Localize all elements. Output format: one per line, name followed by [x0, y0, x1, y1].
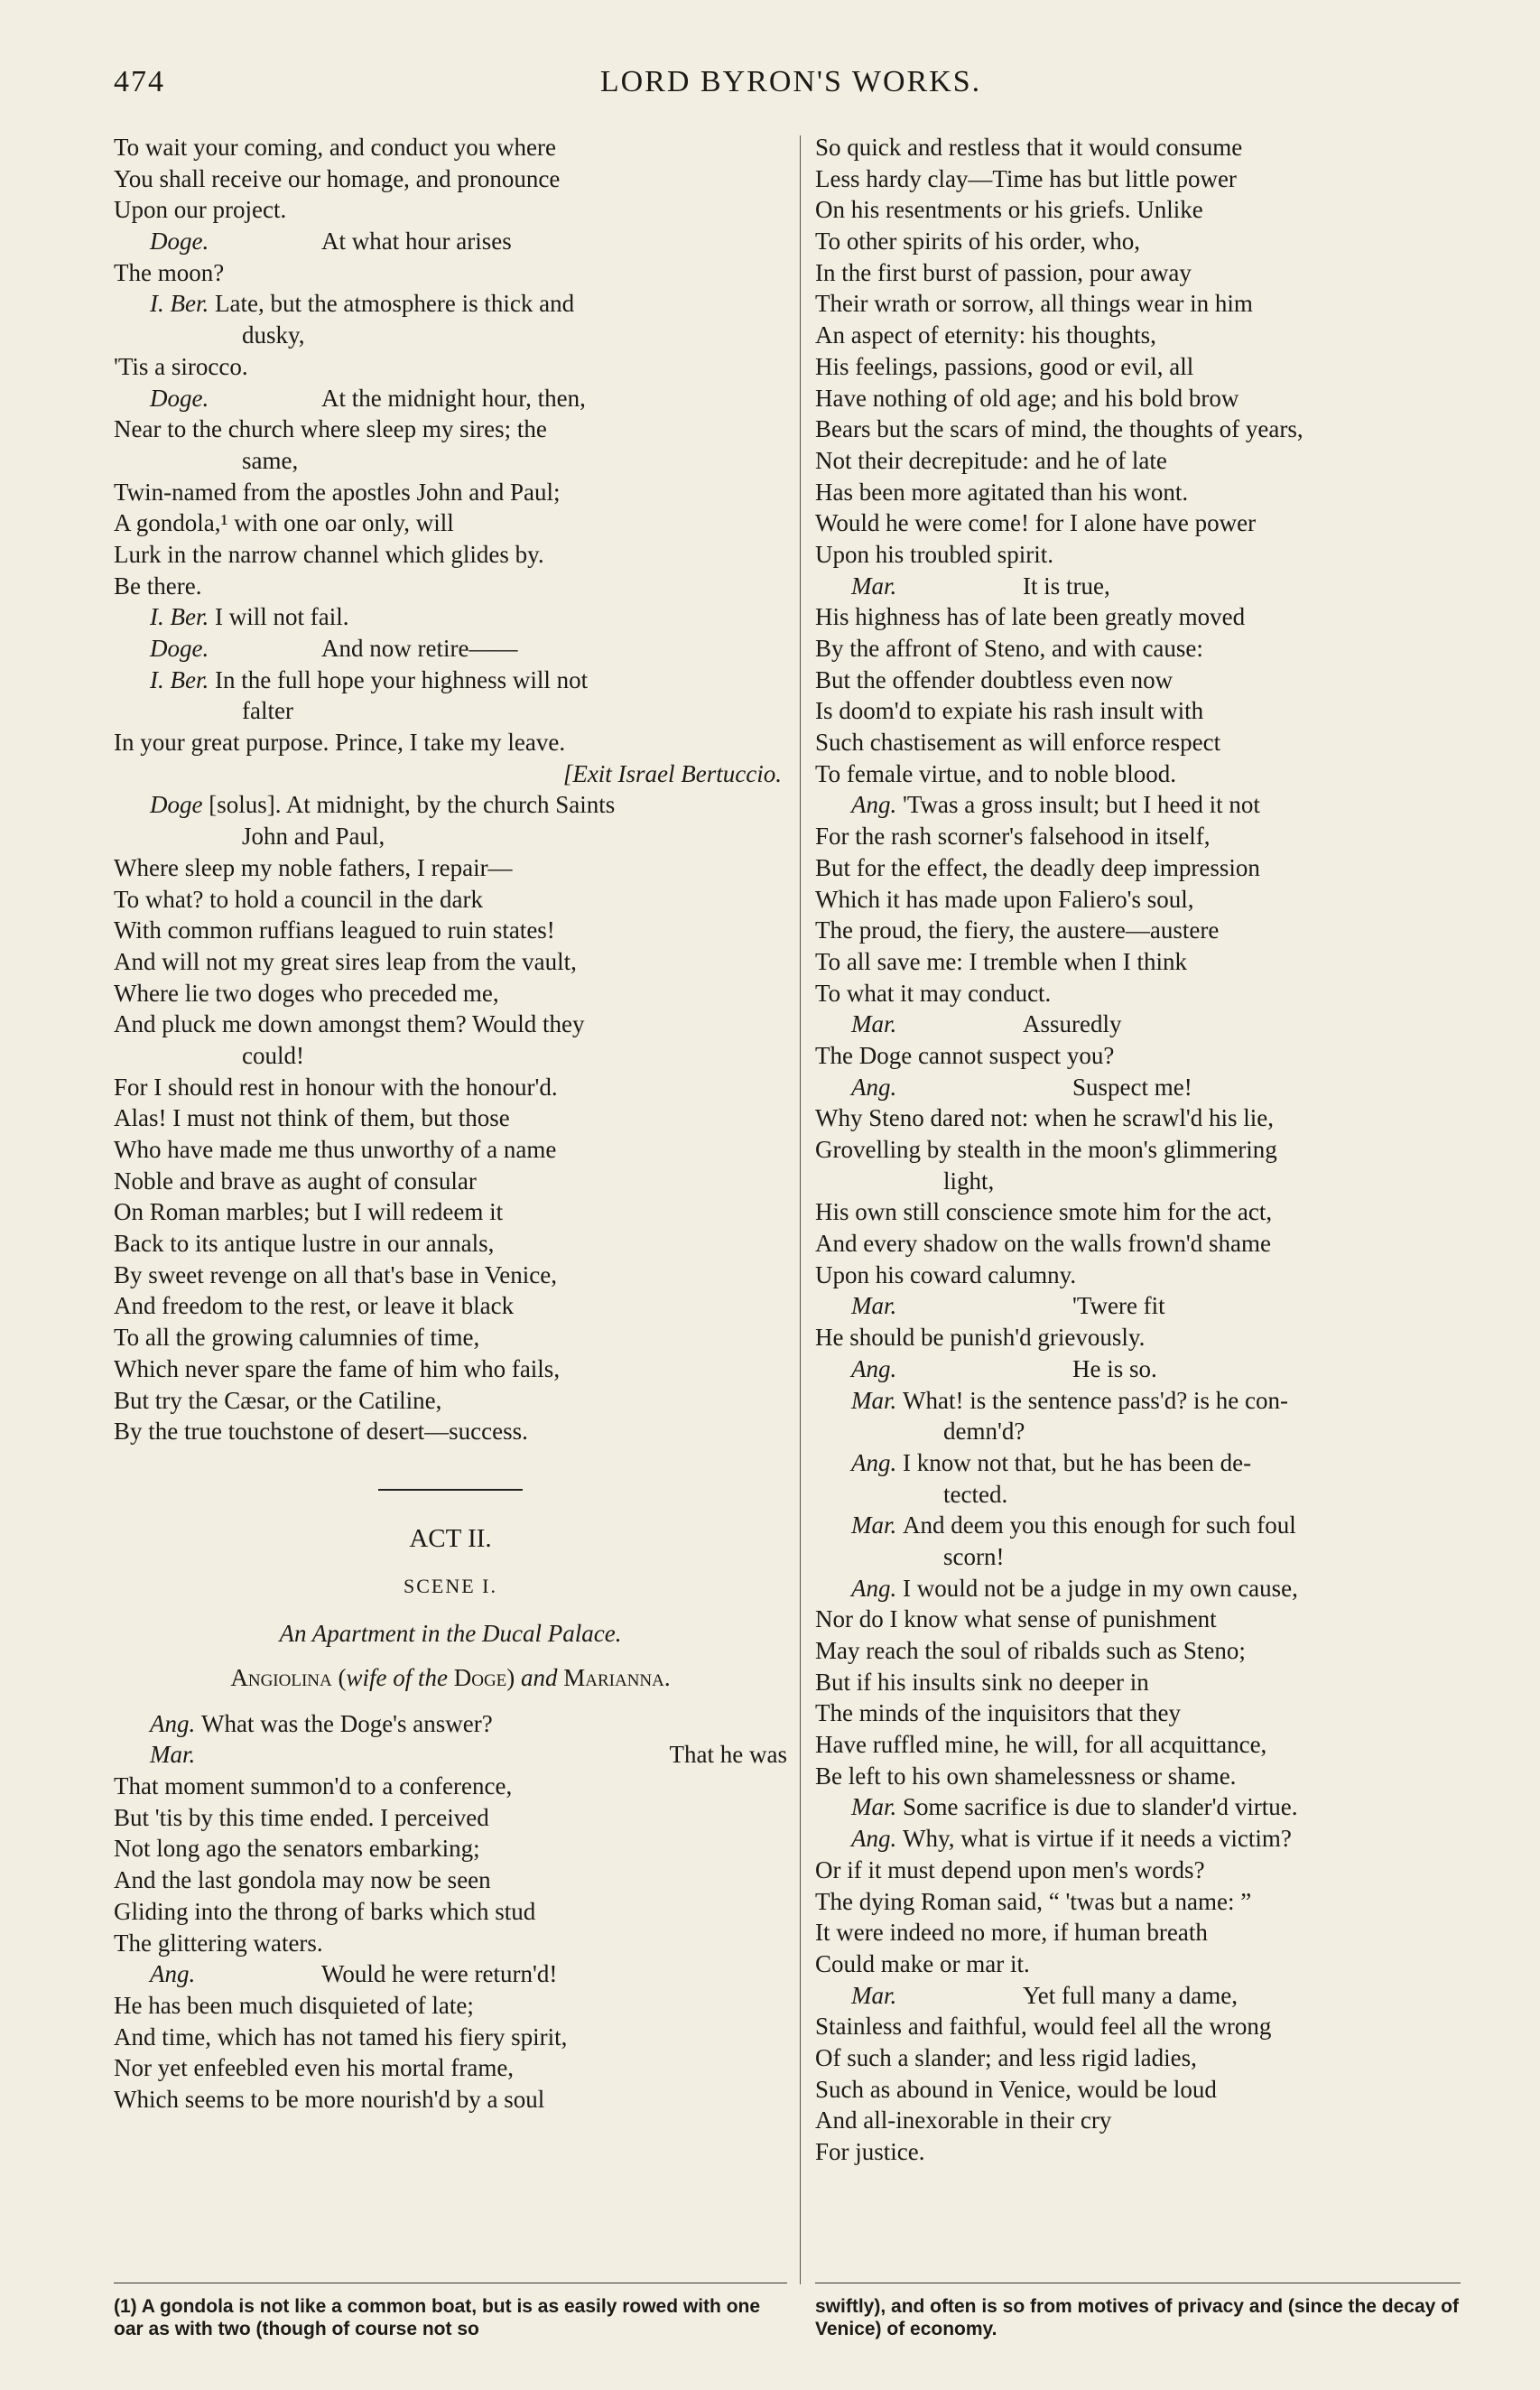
speaker-name: Ang.: [851, 791, 903, 819]
running-title: LORD BYRON'S WORKS.: [599, 65, 982, 98]
verse-line: An aspect of eternity: his thoughts,: [815, 321, 1156, 349]
verse-line: To wait your coming, and conduct you where: [114, 134, 556, 161]
speaker-name: Mar.: [851, 1511, 904, 1539]
footnote-left: (1) A gondola is not like a common boat, but is as easily rowed with one oar as with two (though of course not so: [114, 2296, 761, 2339]
left-column-verse-a: [114, 132, 787, 1447]
verse-line: Which it has made upon Faliero's soul,: [815, 885, 1194, 913]
verse-line: Upon his troubled spirit.: [815, 540, 1053, 568]
verse-line: Not their decrepitude: and he of late: [815, 446, 1167, 474]
footnote-right: swiftly), and often is so from motives of privacy and (since the decay of Venice) of economy.: [815, 2296, 1459, 2339]
verse-line: And pluck me down amongst them? Would they: [114, 1010, 585, 1038]
speaker-name: Ang.: [851, 1448, 903, 1476]
stage-direction: [Exit Israel Bertuccio.: [562, 759, 782, 787]
verse-line: His feelings, passions, good or evil, all: [815, 352, 1194, 380]
speaker-name: Mar.: [851, 1386, 904, 1414]
verse-line: In your great purpose. Prince, I take my leave.: [114, 729, 566, 757]
speech-text: He is so.: [1072, 1354, 1157, 1382]
speaker-name: Doge.: [150, 228, 209, 256]
speaker-name: Mar.: [851, 1292, 897, 1320]
speaker-name: I. Ber.: [150, 665, 215, 693]
verse-line: That moment summon'd to a conference,: [114, 1772, 513, 1800]
character-angiolina: Angiolina: [230, 1663, 332, 1691]
verse-line: Bears but the scars of mind, the thoughts of years,: [815, 415, 1303, 443]
speech-text: 'Twas a gross insult; but I heed it not: [903, 791, 1260, 819]
verse-line: Less hardy clay—Time has but little power: [815, 164, 1237, 192]
verse-line: demn'd?: [943, 1418, 1025, 1446]
verse-line: On Roman marbles; but I will redeem it: [114, 1198, 504, 1226]
verse-line: To what it may conduct.: [815, 979, 1052, 1007]
verse-line: [114, 633, 787, 665]
verse-line: [114, 226, 787, 257]
verse-line: The dying Roman said, “ 'twas but a name: ”: [815, 1887, 1252, 1915]
speaker-name: Doge.: [150, 384, 209, 412]
speaker-name: Ang.: [851, 1574, 903, 1602]
speaker-name: Mar.: [851, 1981, 897, 2009]
verse-line: [815, 1980, 1461, 2012]
speech-text: I would not be a judge in my own cause,: [903, 1574, 1298, 1602]
speech-text: Suspect me!: [1072, 1073, 1192, 1101]
verse-line: And time, which has not tamed his fiery spirit,: [114, 2023, 568, 2051]
speech-text: Assuredly: [1023, 1010, 1122, 1038]
speaker-name: Mar.: [150, 1741, 196, 1769]
verse-line: Is doom'd to expiate his rash insult with: [815, 697, 1204, 725]
verse-line: The Doge cannot suspect you?: [815, 1041, 1115, 1069]
verse-line: But 'tis by this time ended. I perceived: [114, 1803, 489, 1831]
speaker-name: I. Ber.: [150, 290, 215, 318]
scene-characters: Angiolina (wife of the Doge) and Marianna.: [230, 1663, 671, 1691]
verse-line: By sweet revenge on all that's base in Venice,: [114, 1260, 557, 1288]
speaker-name: Ang.: [150, 1709, 201, 1737]
verse-line: Of such a slander; and less rigid ladies,: [815, 2043, 1197, 2071]
verse-line: Gliding into the throng of barks which stud: [114, 1897, 536, 1925]
verse-line: But for the effect, the deadly deep impression: [815, 853, 1260, 881]
verse-line: dusky,: [242, 321, 305, 349]
verse-line: His highness has of late been greatly moved: [815, 603, 1246, 631]
verse-line: To other spirits of his order, who,: [815, 228, 1140, 256]
verse-line: 'Tis a sirocco.: [114, 352, 248, 380]
verse-line: [114, 1739, 787, 1771]
speech-text: And deem you this enough for such foul: [903, 1511, 1296, 1539]
speaker-name: Ang.: [851, 1073, 897, 1101]
verse-line: But try the Cæsar, or the Catiline,: [114, 1386, 442, 1414]
verse-line: [114, 1708, 787, 1740]
verse-line: Not long ago the senators embarking;: [114, 1835, 480, 1863]
speech-text: That he was: [669, 1741, 787, 1769]
scene-setting: An Apartment in the Ducal Palace.: [279, 1620, 622, 1648]
verse-line: John and Paul,: [242, 823, 385, 851]
verse-line: To all the growing calumnies of time,: [114, 1324, 480, 1352]
verse-line: Such as abound in Venice, would be loud: [815, 2075, 1217, 2103]
verse-line: To what? to hold a council in the dark: [114, 885, 483, 913]
right-column-verse: [815, 132, 1461, 2168]
speaker-name: Ang.: [851, 1825, 903, 1853]
speaker-name: Mar.: [851, 572, 897, 600]
verse-line: So quick and restless that it would consume: [815, 134, 1243, 161]
verse-line: falter: [242, 697, 293, 725]
speech-text: [solus]. At midnight, by the church Saints: [209, 791, 616, 819]
verse-line: To all save me: I tremble when I think: [815, 947, 1187, 975]
verse-line: To female virtue, and to noble blood.: [815, 759, 1177, 787]
verse-line: Nor do I know what sense of punishment: [815, 1605, 1217, 1633]
character-marianna: Marianna.: [563, 1663, 671, 1691]
verse-line: And will not my great sires leap from the vault,: [114, 947, 577, 975]
verse-line: His own still conscience smote him for the act,: [815, 1198, 1273, 1226]
verse-line: And the last gondola may now be seen: [114, 1866, 491, 1894]
verse-line: The moon?: [114, 258, 225, 286]
verse-line: [114, 665, 787, 696]
verse-line: [114, 1958, 787, 1990]
verse-line: [815, 1510, 1461, 1541]
verse-line: same,: [242, 446, 299, 474]
verse-line: [815, 1823, 1461, 1855]
verse-line: Lurk in the narrow channel which glides by.: [114, 540, 544, 568]
character-note: wife of the: [346, 1663, 448, 1691]
speaker-name: Mar.: [851, 1010, 897, 1038]
verse-line: But if his insults sink no deeper in: [815, 1668, 1149, 1696]
speaker-name: Doge.: [150, 635, 209, 662]
verse-line: Why Steno dared not: when he scrawl'd his lie,: [815, 1104, 1274, 1132]
verse-line: And every shadow on the walls frown'd shame: [815, 1230, 1271, 1258]
verse-line: Near to the church where sleep my sires; the: [114, 415, 547, 443]
character-doge: Doge: [453, 1663, 507, 1691]
left-column-verse-b: [114, 1708, 787, 2116]
column-separator: [800, 135, 801, 2284]
speaker-name: Ang.: [150, 1960, 196, 1988]
verse-line: It were indeed no more, if human breath: [815, 1919, 1208, 1947]
verse-line: Be left to his own shamelessness or shame.: [815, 1762, 1237, 1790]
right-column: [815, 132, 1461, 2168]
speech-text: Late, but the atmosphere is thick and: [214, 290, 575, 318]
speech-text: I know not that, but he has been de-: [903, 1448, 1252, 1476]
verse-line: [815, 1009, 1461, 1040]
verse-line: A gondola,¹ with one oar only, will: [114, 509, 454, 537]
verse-line: But the offender doubtless even now: [815, 665, 1174, 693]
verse-line: tected.: [943, 1480, 1008, 1508]
verse-line: And all-inexorable in their cry: [815, 2106, 1112, 2134]
verse-line: He should be punish'd grievously.: [815, 1324, 1146, 1352]
verse-line: Have ruffled mine, he will, for all acquittance,: [815, 1731, 1267, 1759]
verse-line: [815, 571, 1461, 602]
verse-line: [114, 601, 787, 633]
verse-line: Where sleep my noble fathers, I repair—: [114, 853, 513, 881]
speech-text: What! is the sentence pass'd? is he con-: [903, 1386, 1288, 1414]
verse-line: Such chastisement as will enforce respect: [815, 729, 1221, 757]
verse-line: Who have made me thus unworthy of a name: [114, 1136, 557, 1163]
verse-line: [114, 383, 787, 414]
speech-text: Yet full many a dame,: [1023, 1981, 1238, 2009]
verse-line: [114, 758, 787, 790]
verse-line: Would he were come! for I alone have power: [815, 509, 1257, 537]
verse-line: Be there.: [114, 572, 202, 600]
running-header: [114, 65, 1468, 116]
verse-line: Which seems to be more nourish'd by a soul: [114, 2085, 545, 2113]
speech-text: It is true,: [1023, 572, 1110, 600]
verse-line: He has been much disquieted of late;: [114, 1991, 474, 2019]
left-column: [114, 132, 787, 2116]
verse-line: With common ruffians leagued to ruin states!: [114, 916, 555, 944]
verse-line: [114, 789, 787, 821]
verse-line: May reach the soul of ribalds such as Steno;: [815, 1637, 1246, 1664]
verse-line: Upon our project.: [114, 196, 287, 224]
verse-line: Or if it must depend upon men's words?: [815, 1855, 1205, 1883]
verse-line: Could make or mar it.: [815, 1949, 1030, 1977]
verse-line: The proud, the fiery, the austere—austere: [815, 916, 1220, 944]
character-and: and: [521, 1663, 558, 1691]
verse-line: And freedom to the rest, or leave it black: [114, 1292, 515, 1320]
verse-line: Have nothing of old age; and his bold brow: [815, 384, 1239, 412]
speech-text: In the full hope your highness will not: [214, 665, 589, 693]
verse-line: Back to its antique lustre in our annals,: [114, 1230, 495, 1258]
verse-line: [815, 1573, 1461, 1604]
verse-line: By the affront of Steno, and with cause:: [815, 635, 1203, 662]
verse-line: You shall receive our homage, and pronounce: [114, 164, 561, 192]
speech-text: Would he were return'd!: [321, 1960, 558, 1988]
verse-line: Upon his coward calumny.: [815, 1260, 1077, 1288]
verse-line: Noble and brave as aught of consular: [114, 1167, 477, 1195]
verse-line: [815, 1447, 1461, 1479]
scene-heading: SCENE I.: [404, 1574, 497, 1597]
verse-line: [815, 1353, 1461, 1385]
verse-line: [815, 789, 1461, 821]
speech-text: 'Twere fit: [1072, 1292, 1165, 1320]
verse-line: Which never spare the fame of him who fails,: [114, 1354, 561, 1382]
verse-line: Stainless and faithful, would feel all the wrong: [815, 2013, 1272, 2041]
verse-line: Where lie two doges who preceded me,: [114, 979, 499, 1007]
verse-line: By the true touchstone of desert—success.: [114, 1418, 528, 1446]
verse-line: [815, 1290, 1461, 1322]
act-heading: ACT II.: [409, 1523, 492, 1553]
act-divider-rule: [378, 1489, 523, 1491]
verse-line: On his resentments or his griefs. Unlike: [815, 196, 1203, 224]
verse-line: Their wrath or sorrow, all things wear in him: [815, 290, 1253, 318]
page-number: 474: [114, 65, 165, 98]
speech-text: At the midnight hour, then,: [321, 384, 586, 412]
speech-text: At what hour arises: [321, 228, 512, 256]
verse-line: Has been more agitated than his wont.: [815, 478, 1189, 506]
verse-line: For I should rest in honour with the honour'd.: [114, 1073, 558, 1101]
speech-text: I will not fail.: [214, 603, 349, 631]
speech-text: What was the Doge's answer?: [201, 1709, 493, 1737]
verse-line: [815, 1791, 1461, 1823]
verse-line: scorn!: [943, 1542, 1005, 1570]
verse-line: [114, 288, 787, 320]
verse-line: In the first burst of passion, pour away: [815, 258, 1192, 286]
verse-line: [815, 1385, 1461, 1417]
speaker-name: Ang.: [851, 1354, 897, 1382]
verse-line: The glittering waters.: [114, 1929, 323, 1957]
verse-line: For justice.: [815, 2138, 925, 2165]
verse-line: The minds of the inquisitors that they: [815, 1699, 1181, 1727]
verse-line: light,: [943, 1167, 995, 1195]
verse-line: Alas! I must not think of them, but those: [114, 1104, 510, 1132]
verse-line: Twin-named from the apostles John and Paul;: [114, 478, 561, 506]
speaker-name: Mar.: [851, 1793, 904, 1821]
speech-text: Some sacrifice is due to slander'd virtue.: [903, 1793, 1298, 1821]
verse-line: Grovelling by stealth in the moon's glimmering: [815, 1136, 1277, 1163]
verse-line: Nor yet enfeebled even his mortal frame,: [114, 2054, 515, 2082]
speaker-name: Doge: [150, 791, 209, 819]
verse-line: [815, 1072, 1461, 1103]
verse-line: could!: [242, 1041, 304, 1069]
verse-line: For the rash scorner's falsehood in itself,: [815, 823, 1211, 851]
speaker-name: I. Ber.: [150, 603, 215, 631]
speech-text: And now retire——: [321, 635, 518, 662]
speech-text: Why, what is virtue if it needs a victim?: [903, 1825, 1292, 1853]
